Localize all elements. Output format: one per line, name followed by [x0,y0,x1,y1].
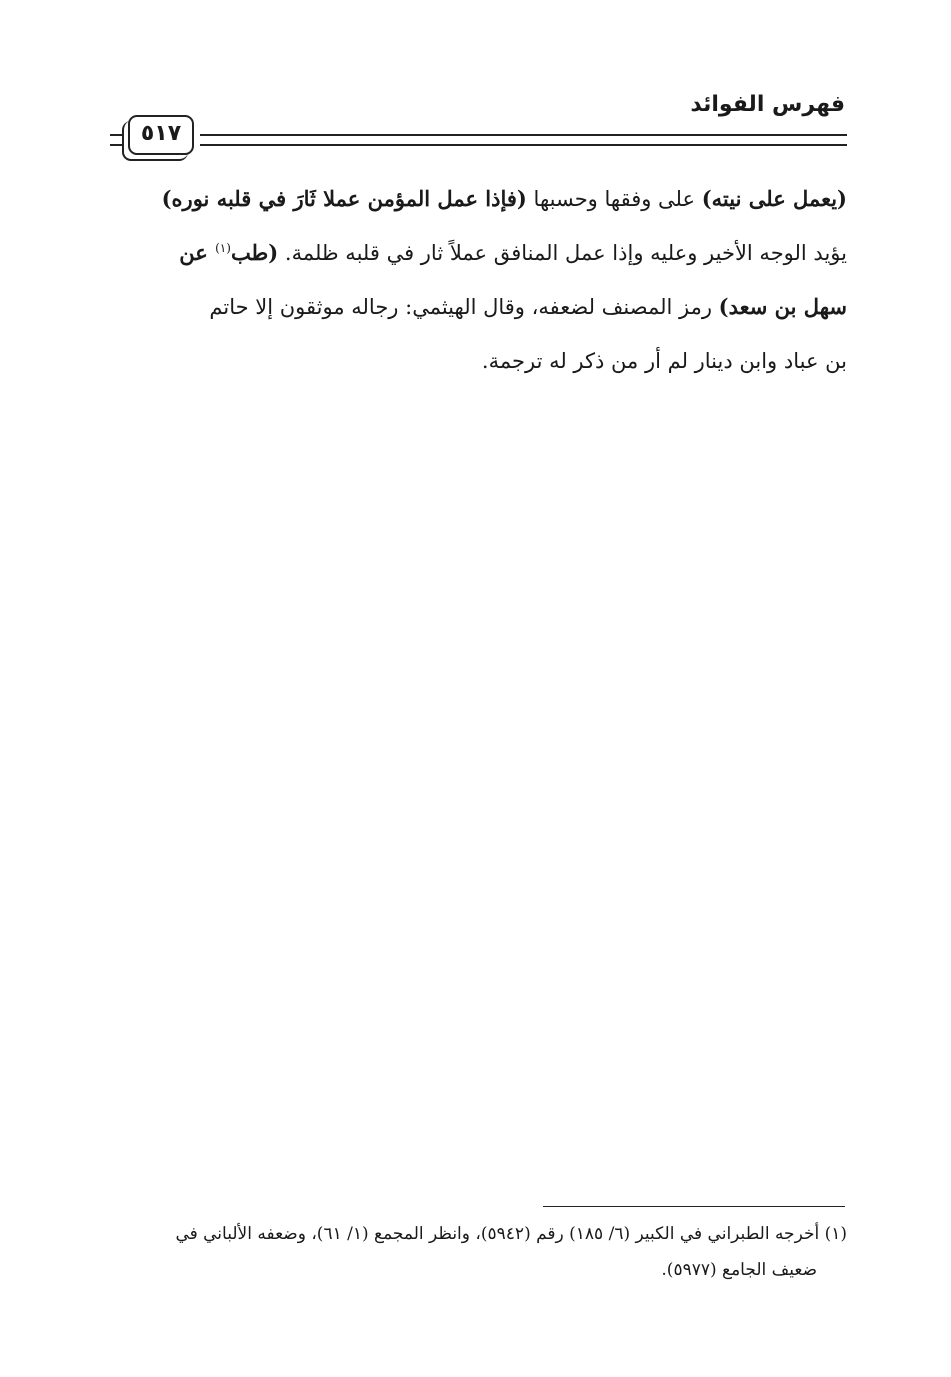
header-left-rule-segment [110,134,122,146]
text-line-2 [108,226,847,280]
footnote-separator [543,1206,845,1207]
quoted-hadith-phrase-1: (يعمل على نيته) [701,186,847,211]
commentary-text: بن عباد وابن دينار لم أر من ذكر له ترجمة. [481,349,847,373]
page-number-frame [128,115,194,155]
page-number: ٥١٧ [140,121,182,146]
text-line-3 [108,280,847,334]
text-line-4 [108,334,847,388]
commentary-text: يؤيد الوجه الأخير وعليه وإذا عمل المنافق عملاً ثار في قلبه ظلمة. [278,241,847,265]
source-reference-end: عن [179,240,216,265]
footnote-reference: (١) [215,241,231,255]
main-text [108,172,847,388]
commentary-text: على وفقها وحسبها [526,187,702,211]
footnote-line-2: ضعيف الجامع (٥٩٧٧). [661,1260,817,1280]
running-title: فهرس الفوائد [690,92,845,117]
commentary-text: رمز المصنف لضعفه، وقال الهيثمي: رجاله موثقون إلا حاتم [209,295,719,319]
footnote-line-1: (١) أخرجه الطبراني في الكبير (٦/ ١٨٥) رقم (٥٩٤٢)، وانظر المجمع (١/ ٦١)، وضعفه الألباني في [175,1224,847,1244]
narrator-name: سهل بن سعد) [718,294,847,319]
footnote [104,1216,847,1288]
quoted-hadith-phrase-2: (فإذا عمل المؤمن عملا ثَارَ في قلبه نوره) [161,186,527,211]
source-reference: (طب [230,240,279,265]
text-line-1 [108,172,847,226]
header-double-rule [200,134,847,146]
